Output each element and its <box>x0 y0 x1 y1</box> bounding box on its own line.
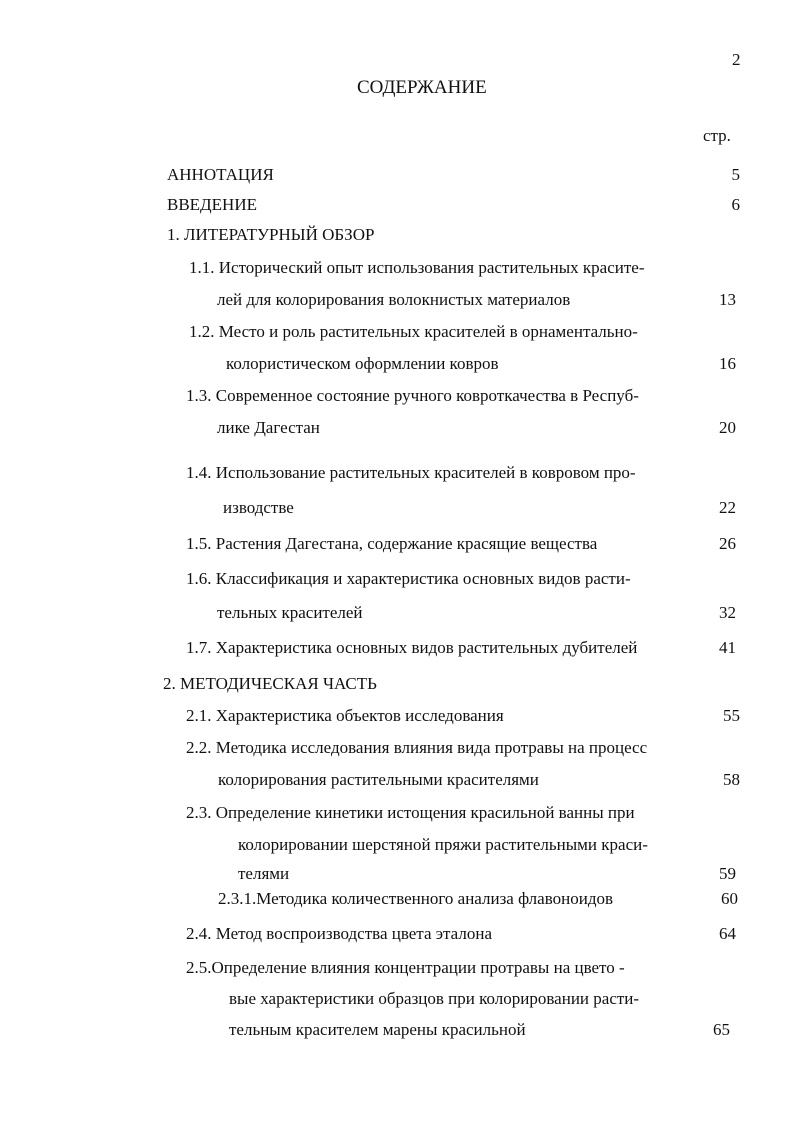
toc-entry-page: 58 <box>723 770 740 789</box>
toc-entry-text: АННОТАЦИЯ <box>167 165 274 184</box>
toc-entry-page: 6 <box>731 195 740 214</box>
toc-entry-page: 13 <box>719 290 736 309</box>
toc-entry-page: 59 <box>719 864 736 883</box>
toc-entry-page: 65 <box>713 1020 730 1039</box>
toc-entry-text: ВВЕДЕНИЕ <box>167 195 257 214</box>
toc-entry-text: 2.5.Определение влияния концентрации протравы на цвето - <box>186 958 625 977</box>
toc-entry-page: 32 <box>719 603 736 622</box>
toc-entry-page: 41 <box>719 638 736 657</box>
toc-entry-text: 2. МЕТОДИЧЕСКАЯ ЧАСТЬ <box>163 674 377 693</box>
toc-entry-text-cont: тельных красителей <box>217 603 363 622</box>
toc-title: СОДЕРЖАНИЕ <box>357 77 487 98</box>
toc-entry-text: 1.5. Растения Дагестана, содержание красящие вещества <box>186 534 598 553</box>
toc-entry-text: 1.4. Использование растительных красителей в ковровом про- <box>186 463 636 482</box>
toc-entry-page: 22 <box>719 498 736 517</box>
toc-entry-text: 1.2. Место и роль растительных красителей в орнаментально- <box>189 322 638 341</box>
toc-entry-text: 2.4. Метод воспроизводства цвета эталона <box>186 924 492 943</box>
toc-entry-text-cont: колорировании шерстяной пряжи растительными краси- <box>238 835 648 854</box>
toc-entry-text: 1. ЛИТЕРАТУРНЫЙ ОБЗОР <box>167 225 375 244</box>
toc-entry-text: 1.3. Современное состояние ручного ковроткачества в Респуб- <box>186 386 639 405</box>
toc-entry-page: 5 <box>731 165 740 184</box>
page-number: 2 <box>732 50 741 69</box>
toc-entry-text: 2.1. Характеристика объектов исследования <box>186 706 504 725</box>
toc-entry-text-cont: лей для колорирования волокнистых материалов <box>217 290 571 309</box>
toc-entry-text: 1.1. Исторический опыт использования растительных красите- <box>189 258 645 277</box>
toc-entry-page: 60 <box>721 889 738 908</box>
toc-entry-text: 2.3. Определение кинетики истощения красильной ванны при <box>186 803 635 822</box>
toc-entry-text: 1.7. Характеристика основных видов растительных дубителей <box>186 638 638 657</box>
toc-entry-text-cont: тельным красителем марены красильной <box>229 1020 526 1039</box>
toc-entry-text: 1.6. Классификация и характеристика основных видов расти- <box>186 569 631 588</box>
page-column-header: стр. <box>703 126 731 145</box>
toc-entry-page: 26 <box>719 534 736 553</box>
toc-entry-text: 2.2. Методика исследования влияния вида протравы на процесс <box>186 738 648 757</box>
toc-entry-text-cont: изводстве <box>223 498 294 517</box>
toc-entry-page: 55 <box>723 706 740 725</box>
toc-entry-text: 2.3.1.Методика количественного анализа флавоноидов <box>218 889 613 908</box>
toc-entry-page: 20 <box>719 418 736 437</box>
toc-entry-text-cont: колористическом оформлении ковров <box>226 354 499 373</box>
toc-entry-page: 16 <box>719 354 736 373</box>
toc-entry-text-cont: телями <box>238 864 290 883</box>
toc-entry-text-cont: колорирования растительными красителями <box>218 770 539 789</box>
toc-entry-text-cont: лике Дагестан <box>217 418 320 437</box>
toc-entry-text-cont: вые характеристики образцов при колорировании расти- <box>229 989 640 1008</box>
toc-entry-page: 64 <box>719 924 736 943</box>
